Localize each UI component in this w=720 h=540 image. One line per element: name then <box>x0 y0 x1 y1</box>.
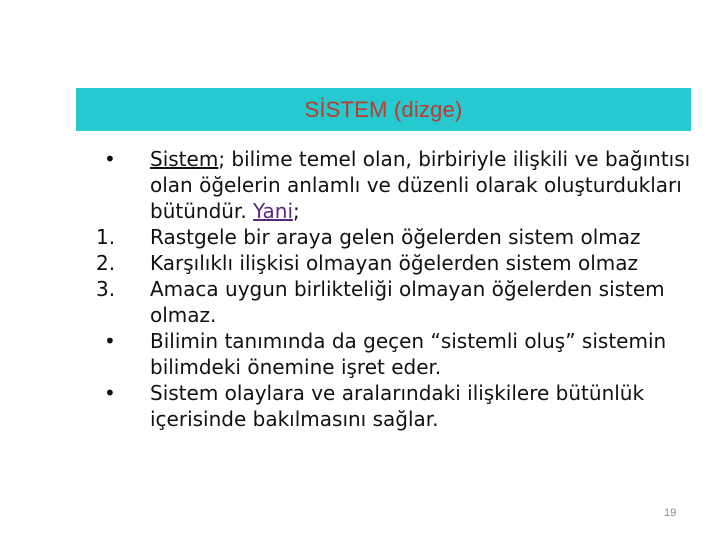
content-list <box>96 146 706 432</box>
page-number: 19 <box>664 507 677 519</box>
list-item-text: Sistem olaylara ve aralarındaki ilişkilere bütünlük içerisinde bakılmasını sağlar. <box>150 381 645 431</box>
list-item <box>96 224 706 250</box>
list-item <box>96 328 706 380</box>
list-item <box>96 380 706 432</box>
list-item <box>96 276 706 328</box>
list-item-text: Amaca uygun birlikteliği olmayan öğelerden sistem olmaz. <box>150 277 665 327</box>
yani-link[interactable]: Yani <box>253 199 293 223</box>
list-item <box>96 146 706 224</box>
bullet-marker: • <box>104 147 116 171</box>
slide-title: SİSTEM (dizge) <box>304 96 463 122</box>
bullet-marker: • <box>104 329 116 353</box>
list-item-text: Karşılıklı ilişkisi olmayan öğelerden sistem olmaz <box>150 251 639 275</box>
list-item-text: Rastgele bir araya gelen öğelerden sistem olmaz <box>150 225 641 249</box>
number-marker: 3. <box>96 277 116 301</box>
list-item-text: Bilimin tanımında da geçen “sistemli oluş” sistemin bilimdeki önemine işret eder. <box>150 329 667 379</box>
definition-text: ; bilime temel olan, birbiriyle ilişkili ve bağıntısı olan öğelerin anlamlı ve düzenli olarak oluşturdukları bütündür. <box>150 147 691 223</box>
number-marker: 2. <box>96 251 116 275</box>
list-item-text <box>150 146 706 224</box>
list-item <box>96 250 706 276</box>
title-band <box>76 88 691 131</box>
term-sistem: Sistem <box>150 147 219 171</box>
bullet-marker: • <box>104 381 116 405</box>
number-marker: 1. <box>96 225 116 249</box>
semicolon: ; <box>293 199 300 223</box>
